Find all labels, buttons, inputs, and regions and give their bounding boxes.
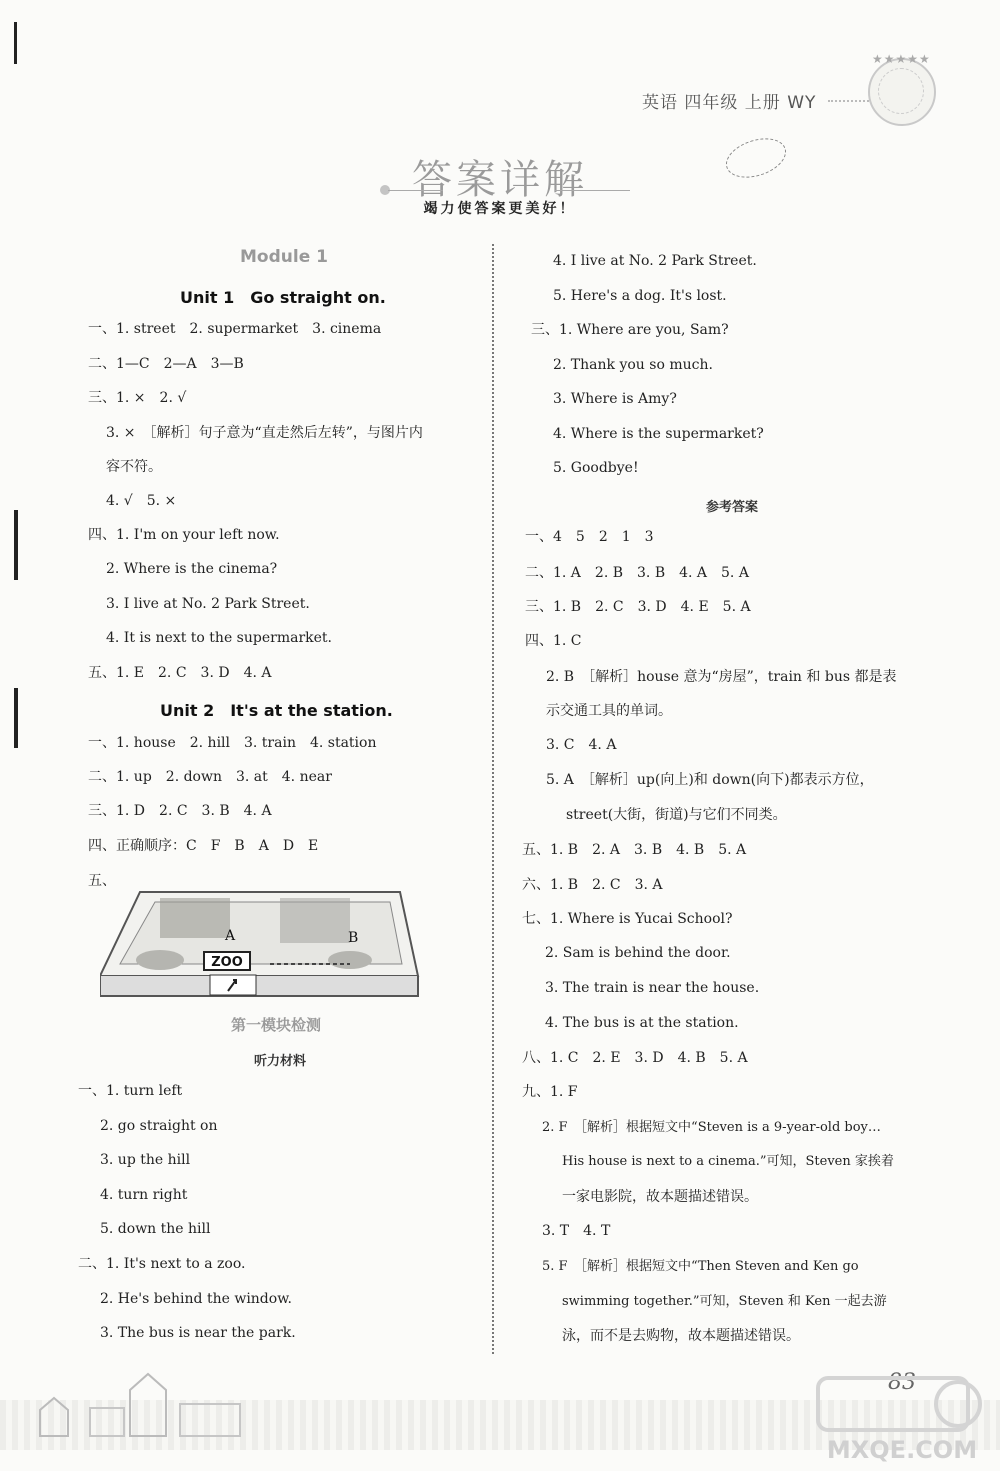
margin-mark bbox=[14, 22, 17, 64]
answer-line: 泳，而不是去购物，故本题描述错误。 bbox=[562, 1328, 800, 1344]
answer-line: 三、1. Where are you, Sam? bbox=[531, 322, 729, 338]
answer-line: His house is next to a cinema.”可知，Steven 家挨着 bbox=[562, 1154, 894, 1169]
answer-line: 一家电影院，故本题描述错误。 bbox=[562, 1189, 758, 1205]
stars-icon: ★★★★★ bbox=[872, 52, 931, 66]
answer-line: 2. Thank you so much. bbox=[553, 357, 713, 373]
watermark-text: MXQE.COM bbox=[826, 1436, 978, 1464]
page-subtitle: 竭力使答案更美好！ bbox=[423, 201, 577, 217]
answer-line: street(大街，街道)与它们不同类。 bbox=[566, 807, 787, 823]
answer-line: 七、1. Where is Yucai School? bbox=[522, 911, 733, 927]
brand-badge-icon bbox=[868, 58, 936, 126]
answer-line: 四、正确顺序：C F B A D E bbox=[88, 838, 319, 854]
answer-line: 五、 bbox=[88, 873, 116, 889]
margin-mark bbox=[14, 510, 18, 580]
answer-line: 六、1. B 2. C 3. A bbox=[522, 877, 663, 893]
answer-line: 二、1. It's next to a zoo. bbox=[78, 1256, 246, 1272]
answer-line: 四、1. C bbox=[525, 633, 582, 649]
answer-line: 二、1. up 2. down 3. at 4. near bbox=[88, 769, 332, 785]
module-heading: Module 1 bbox=[240, 247, 328, 267]
answer-line: 3. C 4. A bbox=[546, 737, 617, 753]
answer-line: 5. F ［解析］根据短文中“Then Steven and Ken go bbox=[542, 1259, 859, 1274]
answer-line: 3. The bus is near the park. bbox=[100, 1325, 296, 1341]
answer-line: 一、1. turn left bbox=[78, 1083, 183, 1099]
answer-line: 一、4 5 2 1 3 bbox=[525, 529, 654, 545]
answer-line: 3. × ［解析］句子意为“直走然后左转”，与图片内 bbox=[106, 425, 423, 441]
answer-line: 四、1. I'm on your left now. bbox=[88, 527, 280, 543]
answer-line: 5. Goodbye! bbox=[553, 460, 639, 476]
title-rule bbox=[555, 190, 630, 191]
margin-mark bbox=[14, 688, 18, 748]
answer-line: 4. The bus is at the station. bbox=[545, 1015, 739, 1031]
zoo-map-illustration bbox=[100, 880, 420, 998]
answer-line: 3. I live at No. 2 Park Street. bbox=[106, 596, 310, 612]
test-heading: 第一模块检测 bbox=[231, 1016, 322, 1034]
answer-line: 4. turn right bbox=[100, 1187, 188, 1203]
unit2-heading: Unit 2 It's at the station. bbox=[160, 701, 393, 720]
answer-line: 2. He's behind the window. bbox=[100, 1291, 292, 1307]
answer-line: 2. Where is the cinema? bbox=[106, 561, 278, 577]
answer-line: 3. up the hill bbox=[100, 1152, 191, 1168]
answer-line: 示交通工具的单词。 bbox=[546, 703, 672, 719]
answer-line: 三、1. B 2. C 3. D 4. E 5. A bbox=[525, 599, 751, 615]
answer-line: 一、1. house 2. hill 3. train 4. station bbox=[88, 735, 377, 751]
answer-line: 一、1. street 2. supermarket 3. cinema bbox=[88, 321, 382, 337]
answer-line: 3. The train is near the house. bbox=[545, 980, 760, 996]
answer-line: 容不符。 bbox=[106, 459, 162, 475]
zoo-sign: ZOO bbox=[211, 955, 243, 970]
answer-line: 九、1. F bbox=[522, 1084, 578, 1100]
answer-line: 五、1. B 2. A 3. B 4. B 5. A bbox=[522, 842, 747, 858]
subject-header: 英语 四年级 上册 WY bbox=[642, 93, 817, 113]
title-rule bbox=[388, 190, 443, 191]
answer-line: 2. go straight on bbox=[100, 1118, 218, 1134]
label-b: B bbox=[348, 930, 359, 946]
column-divider bbox=[492, 244, 494, 1354]
answer-line: 2. Sam is behind the door. bbox=[545, 945, 731, 961]
answer-line: 八、1. C 2. E 3. D 4. B 5. A bbox=[522, 1050, 748, 1066]
answer-line: 5. A ［解析］up(向上)和 down(向下)都表示方位， bbox=[546, 772, 874, 788]
answer-line: 4. Where is the supermarket? bbox=[553, 426, 764, 442]
mxqe-watermark-logo bbox=[810, 1372, 995, 1467]
page-title: 答案详解 bbox=[412, 157, 588, 203]
castle-decoration-icon bbox=[30, 1368, 280, 1438]
answer-line: 五、1. E 2. C 3. D 4. A bbox=[88, 665, 272, 681]
answer-line: 4. I live at No. 2 Park Street. bbox=[553, 253, 757, 269]
answer-line: 三、1. D 2. C 3. B 4. A bbox=[88, 803, 272, 819]
answer-line: 2. F ［解析］根据短文中“Steven is a 9-year-old boy… bbox=[542, 1120, 881, 1135]
answer-line: 三、1. × 2. √ bbox=[88, 390, 187, 406]
answer-line: 5. down the hill bbox=[100, 1221, 211, 1237]
answer-line: 二、1. A 2. B 3. B 4. A 5. A bbox=[525, 565, 749, 581]
answer-line: swimming together.”可知，Steven 和 Ken 一起去游 bbox=[562, 1294, 887, 1309]
answer-line: 3. T 4. T bbox=[542, 1223, 611, 1239]
answer-line: 3. Where is Amy? bbox=[553, 391, 677, 407]
answer-line: 4. It is next to the supermarket. bbox=[106, 630, 332, 646]
unit1-heading: Unit 1 Go straight on. bbox=[180, 288, 386, 307]
page-number: 83 bbox=[888, 1370, 916, 1395]
answer-line: 5. Here's a dog. It's lost. bbox=[553, 288, 727, 304]
listening-heading: 听力材料 bbox=[254, 1054, 307, 1069]
answer-line: 4. √ 5. × bbox=[106, 493, 177, 509]
answer-line: 2. B ［解析］house 意为“房屋”，train 和 bus 都是表 bbox=[546, 669, 897, 685]
reference-answer-heading: 参考答案 bbox=[706, 500, 759, 515]
label-a: A bbox=[225, 928, 236, 944]
answer-line: 二、1—C 2—A 3—B bbox=[88, 356, 244, 372]
